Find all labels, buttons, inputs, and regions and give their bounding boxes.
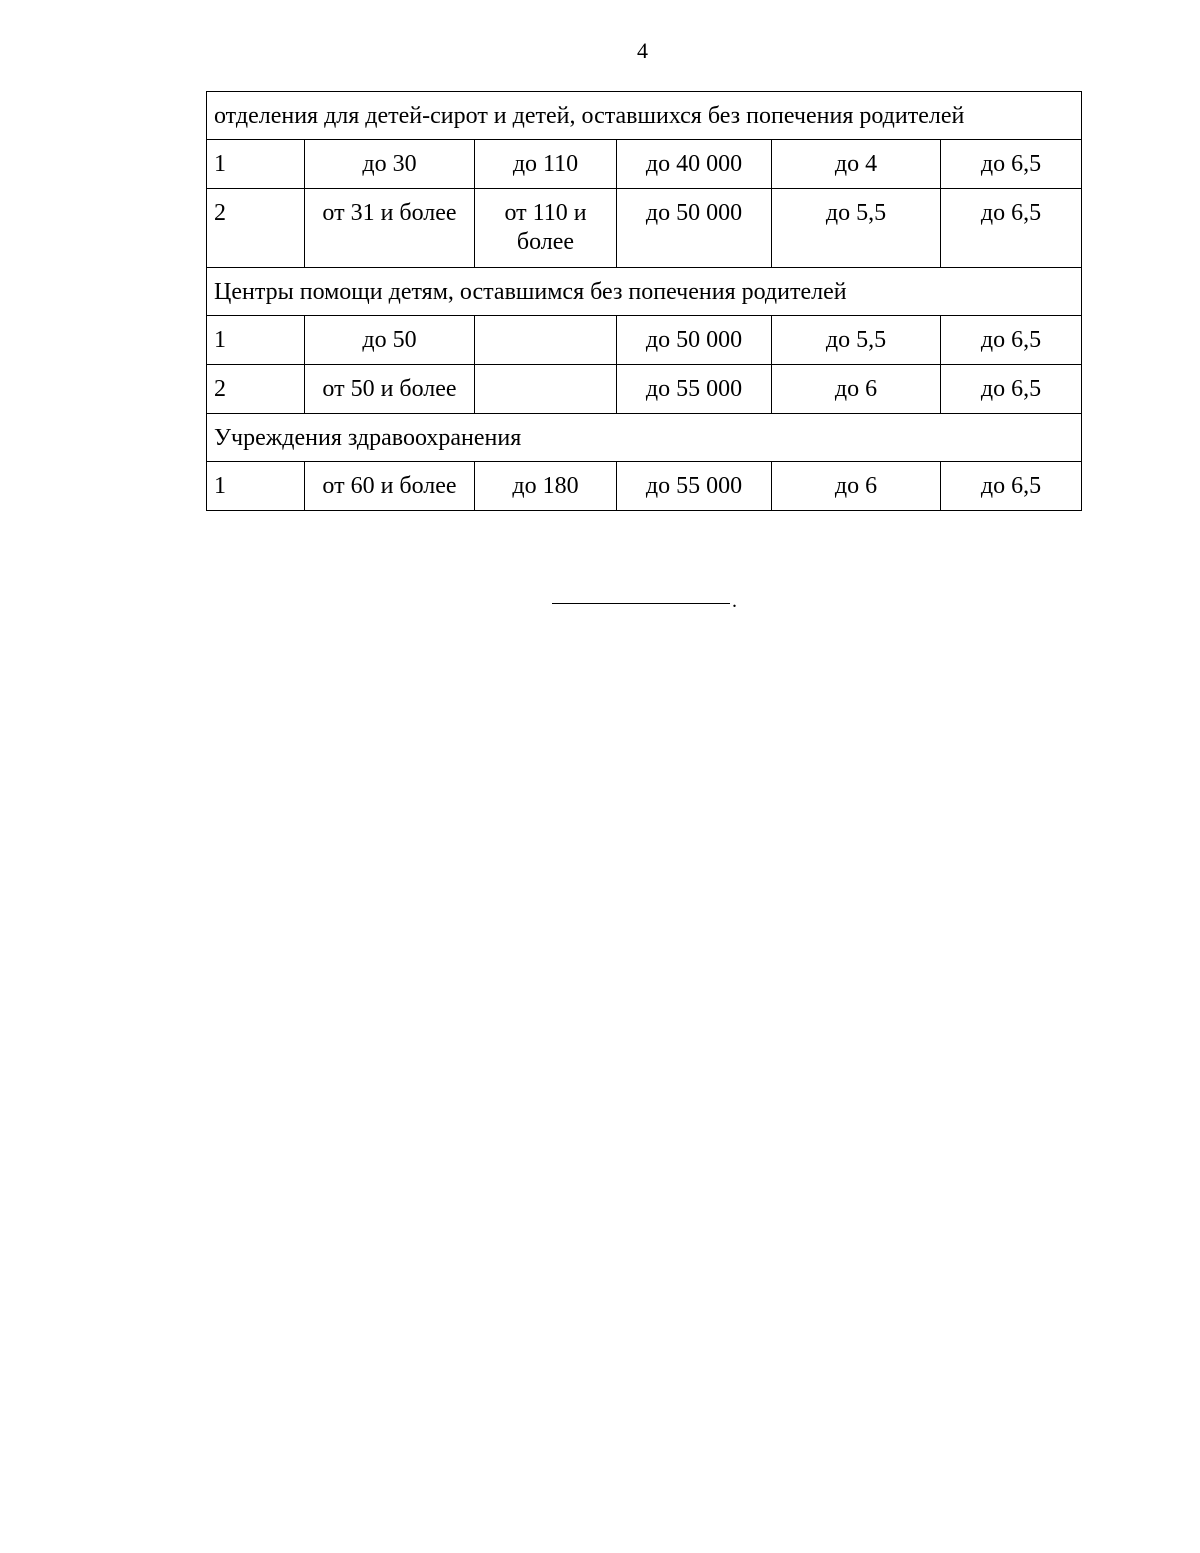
table-cell <box>475 365 617 414</box>
table-cell: до 6 <box>772 462 941 511</box>
table-row <box>207 189 1082 268</box>
table-cell: до 50 <box>305 316 475 365</box>
row-number: 1 <box>207 462 305 511</box>
staffing-norms-table <box>206 91 1082 511</box>
table-cell: от 110 и более <box>475 189 617 268</box>
table-cell: до 50 000 <box>617 316 772 365</box>
table-row <box>207 462 1082 511</box>
table-cell: до 110 <box>475 140 617 189</box>
table-cell: до 180 <box>475 462 617 511</box>
section-header-row <box>207 92 1082 140</box>
table-cell: до 5,5 <box>772 316 941 365</box>
section-header-row <box>207 268 1082 316</box>
row-number: 1 <box>207 316 305 365</box>
section-title: Учреждения здравоохранения <box>207 414 1082 462</box>
table-cell <box>475 316 617 365</box>
end-of-document-rule <box>552 603 730 604</box>
table-cell: от 31 и более <box>305 189 475 268</box>
table-cell: до 4 <box>772 140 941 189</box>
table-cell: до 5,5 <box>772 189 941 268</box>
table-cell: до 6 <box>772 365 941 414</box>
end-of-document-dot: . <box>732 590 737 612</box>
table-cell: до 6,5 <box>941 365 1082 414</box>
table-cell: до 50 000 <box>617 189 772 268</box>
table-cell: до 55 000 <box>617 462 772 511</box>
table-cell: от 50 и более <box>305 365 475 414</box>
section-header-row <box>207 414 1082 462</box>
row-number: 1 <box>207 140 305 189</box>
row-number: 2 <box>207 365 305 414</box>
table-row <box>207 316 1082 365</box>
page-number: 4 <box>637 38 648 63</box>
table-row <box>207 140 1082 189</box>
section-title: Центры помощи детям, оставшимся без попечения родителей <box>207 268 1082 316</box>
table-row <box>207 365 1082 414</box>
table-cell: до 55 000 <box>617 365 772 414</box>
table-cell: до 30 <box>305 140 475 189</box>
section-title: отделения для детей-сирот и детей, оставшихся без попечения родителей <box>207 92 1082 140</box>
row-number: 2 <box>207 189 305 268</box>
table-cell: до 40 000 <box>617 140 772 189</box>
table-cell: до 6,5 <box>941 316 1082 365</box>
table-cell: от 60 и более <box>305 462 475 511</box>
table-cell: до 6,5 <box>941 189 1082 268</box>
table-cell: до 6,5 <box>941 462 1082 511</box>
table-cell: до 6,5 <box>941 140 1082 189</box>
